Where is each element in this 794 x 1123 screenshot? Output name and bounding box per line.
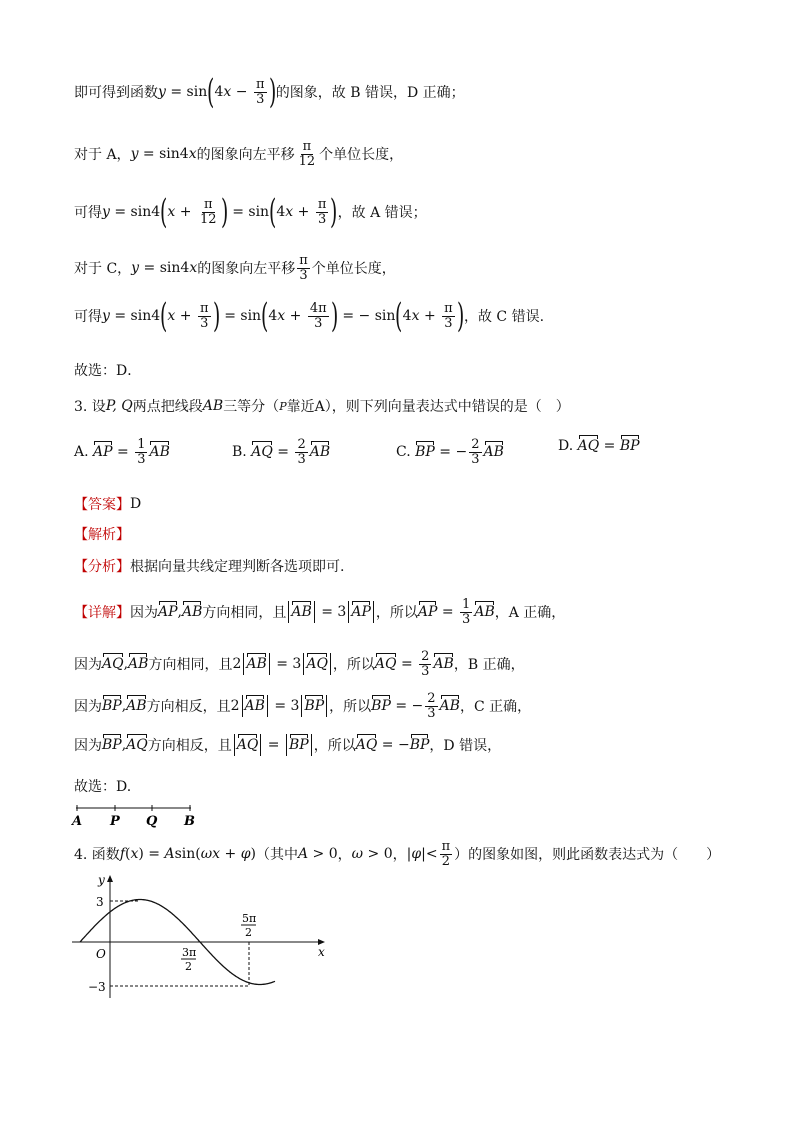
text: 因为 — [74, 699, 102, 716]
text: 故选：D. — [74, 779, 132, 795]
solution-line-2: 对于 A， y = sin4 x 的图象向左平移 $\frac{\pi}{12}$ 个单位长度， — [74, 139, 404, 169]
svg-text:2: 2 — [185, 960, 192, 973]
text: 对于 A， — [74, 147, 131, 164]
svg-text:5π: 5π — [242, 912, 257, 925]
text: 4. 函数 — [74, 847, 120, 864]
text: ，所以 — [329, 699, 372, 716]
solution-line-5: 可得 y = sin4 ( x + $\frac{\pi}{3}$ ) = sin ( 4 x + $\frac{4\pi}{3}$ ) = − sin ( 4 x + $\frac{\pi}{3}$ ) ，故 C 错误. — [74, 295, 545, 336]
y-min-label: −3 — [88, 980, 106, 994]
detail-line-1: 【详解】 因为 AP , AB 方向相同，且 AB = 3 AP ，所以 AP = $\frac{1}{3}$ AB ，A 正确， — [74, 597, 566, 627]
origin-label: O — [96, 947, 106, 961]
text: ，D 错误， — [429, 738, 502, 754]
text: ，C 正确， — [459, 699, 532, 716]
choose-line — [74, 360, 141, 380]
label-a: A — [72, 814, 83, 829]
text: 对于 C， — [74, 261, 132, 278]
question-3-options — [74, 438, 734, 474]
text: 因为 — [74, 657, 102, 674]
text: ，所以 — [332, 657, 375, 674]
text: ，故 A 错误； — [337, 205, 427, 222]
detail-line-2: 因为 AQ , AB 方向相同，且 2 AB = 3 AQ ，所以 AQ = $\frac{2}{3}$ AB ，B 正确， — [74, 649, 525, 679]
question-3-stem — [74, 396, 570, 416]
segment-diagram — [66, 800, 206, 830]
text: ， — [337, 847, 352, 864]
text: ，所以 — [313, 738, 356, 754]
text: P — [279, 399, 287, 413]
fraction: $\frac{\pi}{3}$ — [255, 77, 265, 107]
analysis-tag: 【解析】 — [74, 527, 130, 543]
text: 的图象向左平移 — [196, 147, 295, 164]
text: 个单位长度， — [319, 147, 404, 164]
text: （其中 — [255, 847, 298, 864]
y-max-label: 3 — [96, 895, 104, 909]
text: ，A 正确， — [494, 605, 566, 622]
detail-line-4: 因为 BP , AQ 方向相反，且 AQ = BP ，所以 AQ = − BP ，D 错误， — [74, 734, 501, 756]
svg-text:2: 2 — [245, 926, 252, 939]
sine-graph — [66, 870, 336, 1000]
text: 根据向量共线定理判断各选项即可. — [130, 559, 345, 575]
answer-line — [74, 494, 141, 514]
answer-tag: 【答案】 — [74, 497, 130, 513]
text: 可得 — [74, 309, 102, 326]
text: 故选：D． — [74, 363, 142, 379]
solution-line-3: 可得 y = sin4 ( x + $\frac{\pi}{12}$ ) = sin ( 4 x + $\frac{\pi}{3}$ ) ，故 A 错误； — [74, 191, 427, 232]
text: 3. 设 — [74, 399, 106, 415]
text: 两点把线段 — [132, 399, 203, 415]
detail-line-3: 因为 BP , AB 方向相反，且 2 AB = 3 BP ，所以 BP = − $\frac{2}{3}$ AB ，C 正确， — [74, 691, 532, 721]
option-b[interactable]: B. AQ = $\frac{2}{3}$ AB — [232, 437, 331, 467]
analysis-tag-line — [74, 524, 130, 544]
text: 可得 — [74, 205, 102, 222]
text: 三等分（ — [223, 399, 280, 415]
text: ， — [392, 847, 407, 864]
choose-line-2 — [74, 776, 131, 796]
text: 方向相同，且 — [202, 605, 287, 622]
text: ，故 C 错误. — [463, 309, 545, 326]
option-label: D. — [558, 438, 574, 454]
text: 因为 — [74, 738, 102, 754]
text: 即可得到函数 — [74, 85, 158, 102]
x-min-label — [241, 912, 256, 939]
option-label: B. — [232, 444, 247, 461]
text: 的图象向左平移 — [197, 261, 296, 278]
solution-line-4: 对于 C， y = sin4 x 的图象向左平移 $\frac{\pi}{3}$ 个单位长度， — [74, 253, 396, 283]
label-q: Q — [146, 814, 158, 829]
text: 方向相反，且 — [146, 699, 231, 716]
text: 个单位长度， — [311, 261, 396, 278]
option-label: A. — [74, 444, 89, 461]
solution-line-1: 即可得到函数 y = sin ( 4 x − $\frac{\pi}{3}$ ) 的图象，故 B 错误，D 正确； — [74, 71, 465, 112]
fenxi-tag: 【分析】 — [74, 559, 130, 575]
xiangjie-tag: 【详解】 — [74, 605, 130, 622]
text: AB — [202, 398, 224, 414]
text: 方向相反，且 — [147, 738, 232, 754]
label-p: P — [110, 814, 120, 829]
fenxi-line — [74, 556, 344, 576]
option-a[interactable]: A. AP = $\frac{1}{3}$ AB — [74, 437, 170, 467]
option-d[interactable]: D. AQ = BP — [558, 438, 640, 454]
label-b: B — [184, 814, 195, 829]
text: 方向相同，且 — [148, 657, 233, 674]
text: ，B 正确， — [453, 657, 525, 674]
x-axis-label: x — [318, 945, 325, 959]
answer-value: D — [130, 496, 142, 512]
y-axis-label: y — [98, 873, 105, 887]
question-4-stem: 4. 函数 f ( x ) = A sin( ωx + φ ) （其中 A > 0 ， ω > 0 ， | φ |< $\frac{\pi}{2}$ ）的图象如图，则此函数表达式为（ ） — [74, 839, 721, 869]
text: ）的图象如图，则此函数表达式为（ ） — [454, 847, 721, 864]
text: 因为 — [130, 605, 158, 622]
text: 的图象，故 B 错误，D 正确； — [275, 85, 465, 102]
text: ，所以 — [375, 605, 418, 622]
math: y — [158, 84, 166, 101]
svg-text:3π: 3π — [182, 946, 197, 959]
option-label: C. — [396, 444, 411, 461]
option-c[interactable]: C. BP = − $\frac{2}{3}$ AB — [396, 437, 504, 467]
text: 靠近A），则下列向量表达式中错误的是（ ） — [286, 399, 570, 415]
text: P, Q — [105, 398, 133, 414]
x-zero-label — [181, 946, 196, 973]
